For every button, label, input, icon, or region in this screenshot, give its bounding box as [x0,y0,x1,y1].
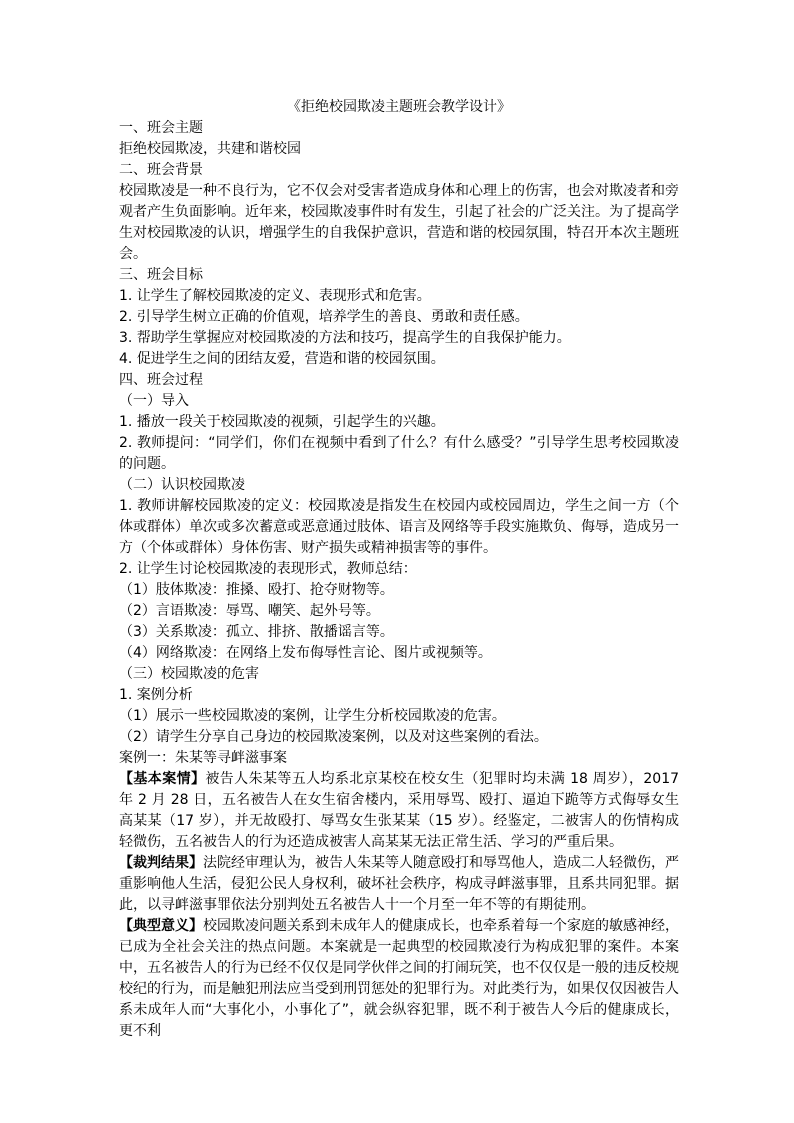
section-heading-background: 二、班会背景 [119,162,203,178]
case-basic-label: 【基本案情】 [119,771,206,787]
form-online: （4）网络欺凌：在网络上发布侮辱性言论、图片或视频等。 [119,645,492,661]
section-heading-theme: 一、班会主题 [119,120,203,136]
harm-subitem-2: （2）请学生分享自己身边的校园欺凌案例，以及对这些案例的看法。 [119,729,548,745]
case-title: 案例一：朱某等寻衅滋事案 [119,750,287,766]
document-title: 《拒绝校园欺凌主题班会教学设计》 [287,99,511,115]
intro-item-2: 2. 教师提问：“同学们，你们在视频中看到了什么？有什么感受？”引导学生思考校园欺凌的问题。 [119,435,679,472]
background-paragraph: 校园欺凌是一种不良行为，它不仅会对受害者造成身体和心理上的伤害，也会对欺凌者和旁观者产生负面影响。近年来，校园欺凌事件时有发生，引起了社会的广泛关注。为了提高学生对校园欺凌的认识，增强学生的自我保护意识，营造和谐的校园氛围，特召开本次主题班会。 [119,183,679,262]
harm-item-1: 1. 案例分析 [119,687,193,703]
case-meaning-text: 校园欺凌问题关系到未成年人的健康成长，也牵系着每一个家庭的敏感神经，已成为全社会关注的热点问题。本案就是一起典型的校园欺凌行为构成犯罪的案件。本案中，五名被告人的行为已经不仅仅是同学伙伴之间的打闹玩笑，也不仅仅是一般的违反校规校纪的行为，而是触犯刑法应当受到刑罚惩处的犯罪行为。对此类行为，如果仅仅因被告人系未成年人而“大事化小，小事化了”，就会纵容犯罪，既不利于被告人今后的健康成长，更不利 [119,918,679,1039]
case-basic-text: 被告人朱某等五人均系北京某校在校女生（犯罪时均未满 18 周岁），2017 年 2 月 28 日，五名被告人在女生宿舍楼内，采用辱骂、殴打、逼迫下跪等方式侮辱女生高某某（17 岁），并无故殴打、辱骂女生张某某（15 岁）。经鉴定，二被害人的伤情构成轻微伤，五名被告人的行为还造成被害人高某某无法正常生活、学习的严重后果。 [119,771,680,850]
theme-text: 拒绝校园欺凌，共建和谐校园 [119,141,301,157]
goal-item-2: 2. 引导学生树立正确的价值观，培养学生的善良、勇敢和责任感。 [119,309,529,325]
subsection-harm: （三）校园欺凌的危害 [119,666,259,682]
case-verdict-label: 【裁判结果】 [119,855,203,871]
form-physical: （1）肢体欺凌：推搡、殴打、抢夺财物等。 [119,582,394,598]
form-verbal: （2）言语欺凌：辱骂、嘲笑、起外号等。 [119,603,380,619]
subsection-understand: （二）认识校园欺凌 [119,477,245,493]
understand-item-2: 2. 让学生讨论校园欺凌的表现形式，教师总结： [119,561,417,577]
case-meaning-label: 【典型意义】 [119,918,203,934]
case-verdict-paragraph [119,853,679,916]
section-heading-process: 四、班会过程 [119,372,203,388]
goal-item-3: 3. 帮助学生掌握应对校园欺凌的方法和技巧，提高学生的自我保护能力。 [119,330,571,346]
document-page [119,96,679,1042]
section-heading-goals: 三、班会目标 [119,267,203,283]
intro-item-1: 1. 播放一段关于校园欺凌的视频，引起学生的兴趣。 [119,414,445,430]
case-meaning-paragraph [119,916,679,1042]
case-basic-paragraph [119,769,679,853]
subsection-intro: （一）导入 [119,393,189,409]
form-relational: （3）关系欺凌：孤立、排挤、散播谣言等。 [119,624,394,640]
goal-item-4: 4. 促进学生之间的团结友爱，营造和谐的校园氛围。 [119,351,445,367]
harm-subitem-1: （1）展示一些校园欺凌的案例，让学生分析校园欺凌的危害。 [119,708,506,724]
case-verdict-text: 法院经审理认为，被告人朱某等人随意殴打和辱骂他人，造成二人轻微伤，严重影响他人生活，侵犯公民人身权利，破坏社会秩序，构成寻衅滋事罪，且系共同犯罪。据此，以寻衅滋事罪依法分别判处五名被告人十一个月至一年不等的有期徒刑。 [119,855,679,913]
goal-item-1: 1. 让学生了解校园欺凌的定义、表现形式和危害。 [119,288,431,304]
understand-item-1: 1. 教师讲解校园欺凌的定义：校园欺凌是指发生在校园内或校园周边，学生之间一方（个体或群体）单次或多次蓄意或恶意通过肢体、语言及网络等手段实施欺负、侮辱，造成另一方（个体或群体）身体伤害、财产损失或精神损害等的事件。 [119,498,679,556]
